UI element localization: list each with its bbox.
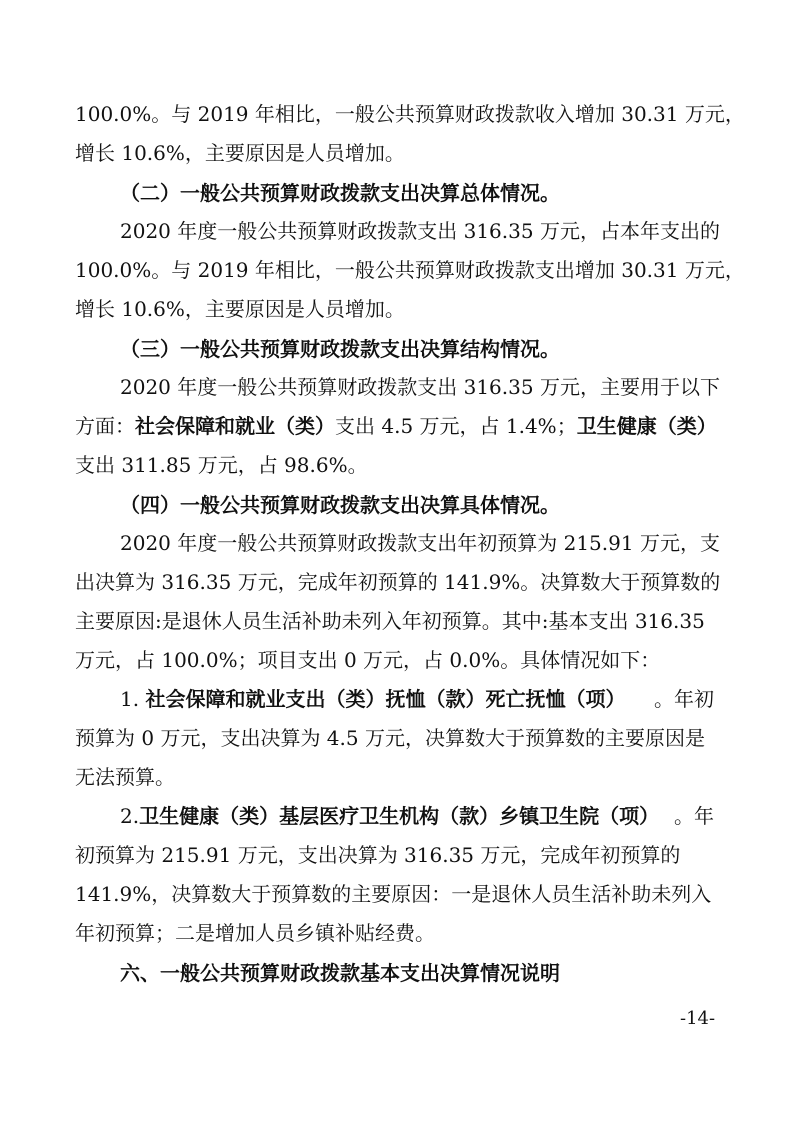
paragraph-line: 2020 年度一般公共预算财政拨款支出年初预算为 215.91 万元，支 (120, 531, 720, 555)
paragraph-line: 初预算为 215.91 万元，支出决算为 316.35 万元，完成年初预算的 (75, 843, 681, 867)
paragraph-line: 增长 10.6%，主要原因是人员增加。 (75, 141, 405, 165)
paragraph-line: 141.9%，决算数大于预算数的主要原因：一是退休人员生活补助未列入 (75, 882, 712, 906)
section-heading: （三）一般公共预算财政拨款支出决算结构情况。 (120, 337, 560, 361)
paragraph-line: 2020 年度一般公共预算财政拨款支出 316.35 万元，占本年支出的 (120, 219, 720, 243)
paragraph-line: 2020 年度一般公共预算财政拨款支出 316.35 万元，主要用于以下 (120, 375, 720, 399)
section-heading: （四）一般公共预算财政拨款支出决算具体情况。 (120, 493, 560, 517)
item-heading: 2.卫生健康（类）基层医疗卫生机构（款）乡镇卫生院（项） 。年 (120, 804, 714, 828)
item-heading: 1. 社会保障和就业支出（类）抚恤（款）死亡抚恤（项） 。年初 (120, 687, 714, 711)
paragraph-line: 方面： 社会保障和就业（类） 支出 4.5 万元，占 1.4%； 卫生健康（类） (75, 414, 717, 438)
paragraph-line: 主要原因:是退休人员生活补助未列入年初预算。其中:基本支出 316.35 (75, 609, 705, 633)
paragraph-line: 支出 311.85 万元，占 98.6%。 (75, 453, 368, 477)
paragraph-line: 100.0%。与 2019 年相比，一般公共预算财政拨款支出增加 30.31 万元， (75, 258, 745, 282)
paragraph-line: 年初预算；二是增加人员乡镇补贴经费。 (75, 921, 435, 945)
section-heading: 六、一般公共预算财政拨款基本支出决算情况说明 (120, 961, 560, 985)
paragraph-line: 增长 10.6%，主要原因是人员增加。 (75, 297, 405, 321)
paragraph-line: 无法预算。 (75, 765, 175, 789)
paragraph-line: 100.0%。与 2019 年相比，一般公共预算财政拨款收入增加 30.31 万元， (75, 102, 745, 126)
section-heading: （二）一般公共预算财政拨款支出决算总体情况。 (120, 181, 560, 205)
paragraph-line: 出决算为 316.35 万元，完成年初预算的 141.9%。决算数大于预算数的 (75, 570, 721, 594)
page-number: -14- (680, 1008, 716, 1029)
paragraph-line: 预算为 0 万元，支出决算为 4.5 万元，决算数大于预算数的主要原因是 (75, 726, 705, 750)
paragraph-line: 万元，占 100.0%；项目支出 0 万元，占 0.0%。具体情况如下： (75, 648, 661, 672)
